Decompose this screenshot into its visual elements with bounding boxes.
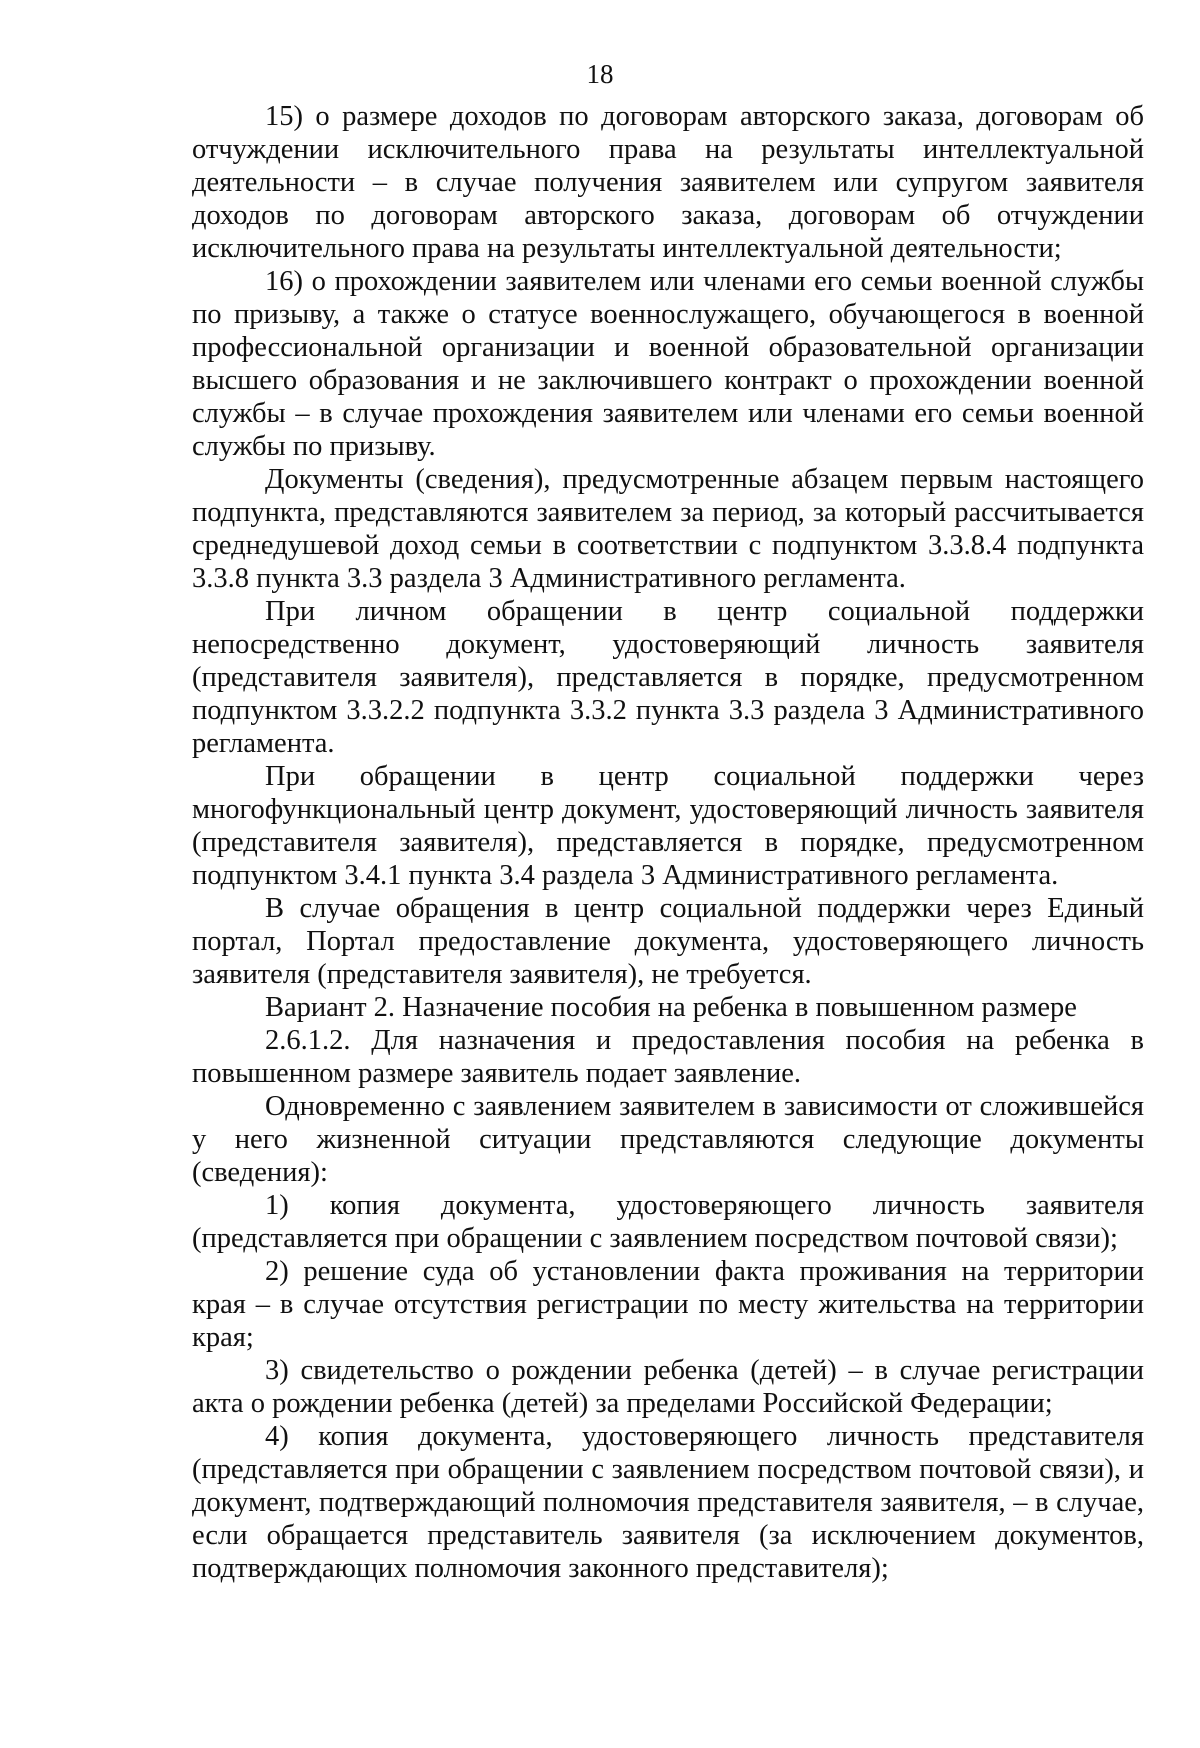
list-item-4: 4) копия документа, удостоверяющего личность представителя (представляется при обращении с заявлением посредством почтовой связи), и документ, подтверждающий полномочия представителя заявителя, – в случае, если обращается представитель заявителя (за исключением документов, подтверждающих полномочия законного представителя); <box>192 1421 1144 1584</box>
page-number: 18 <box>586 59 614 89</box>
paragraph-required-documents-intro: Одновременно с заявлением заявителем в зависимости от сложившейся у него жизненной ситуации представляются следующие документы (сведения): <box>192 1091 1144 1188</box>
list-item-1: 1) копия документа, удостоверяющего личность заявителя (представляется при обращении с заявлением посредством почтовой связи); <box>192 1190 1144 1254</box>
paragraph-documents-period: Документы (сведения), предусмотренные абзацем первым настоящего подпункта, представляются заявителем за период, за который рассчитывается среднедушевой доход семьи в соответствии с подпунктом 3.3.8.4 подпункта 3.3.8 пункта 3.3 раздела 3 Административного регламента. <box>192 464 1144 594</box>
paragraph-personal-appeal: При личном обращении в центр социальной поддержки непосредственно документ, удостоверяющий личность заявителя (представителя заявителя), представляется в порядке, предусмотренном подпунктом 3.3.2.2 подпункта 3.3.2 пункта 3.3 раздела 3 Административного регламента. <box>192 596 1144 759</box>
paragraph-variant-2-heading: Вариант 2. Назначение пособия на ребенка в повышенном размере <box>265 992 1077 1023</box>
list-item-2: 2) решение суда об установлении факта проживания на территории края – в случае отсутствия регистрации по месту жительства на территории края; <box>192 1256 1144 1353</box>
paragraph-portal-appeal: В случае обращения в центр социальной поддержки через Единый портал, Портал предоставление документа, удостоверяющего личность заявителя (представителя заявителя), не требуется. <box>192 893 1144 990</box>
paragraph-2-6-1-2: 2.6.1.2. Для назначения и предоставления пособия на ребенка в повышенном размере заявитель подает заявление. <box>192 1025 1144 1089</box>
paragraph-item-16: 16) о прохождении заявителем или членами его семьи военной службы по призыву, а также о статусе военнослужащего, обучающегося в военной профессиональной организации и военной образовательной организации высшего образования и не заключившего контракт о прохождении военной службы – в случае прохождения заявителем или членами его семьи военной службы по призыву. <box>192 266 1144 462</box>
document-body <box>192 100 1144 1585</box>
paragraph-item-15: 15) о размере доходов по договорам авторского заказа, договорам об отчуждении исключительного права на результаты интеллектуальной деятельности – в случае получения заявителем или супругом заявителя доходов по договорам авторского заказа, договорам об отчуждении исключительного права на результаты интеллектуальной деятельности; <box>192 101 1144 264</box>
paragraph-mfc-appeal: При обращении в центр социальной поддержки через многофункциональный центр документ, удостоверяющий личность заявителя (представителя заявителя), представляется в порядке, предусмотренном подпунктом 3.4.1 пункта 3.4 раздела 3 Административного регламента. <box>192 761 1144 891</box>
list-item-3: 3) свидетельство о рождении ребенка (детей) – в случае регистрации акта о рождении ребенка (детей) за пределами Российской Федерации; <box>192 1355 1144 1419</box>
